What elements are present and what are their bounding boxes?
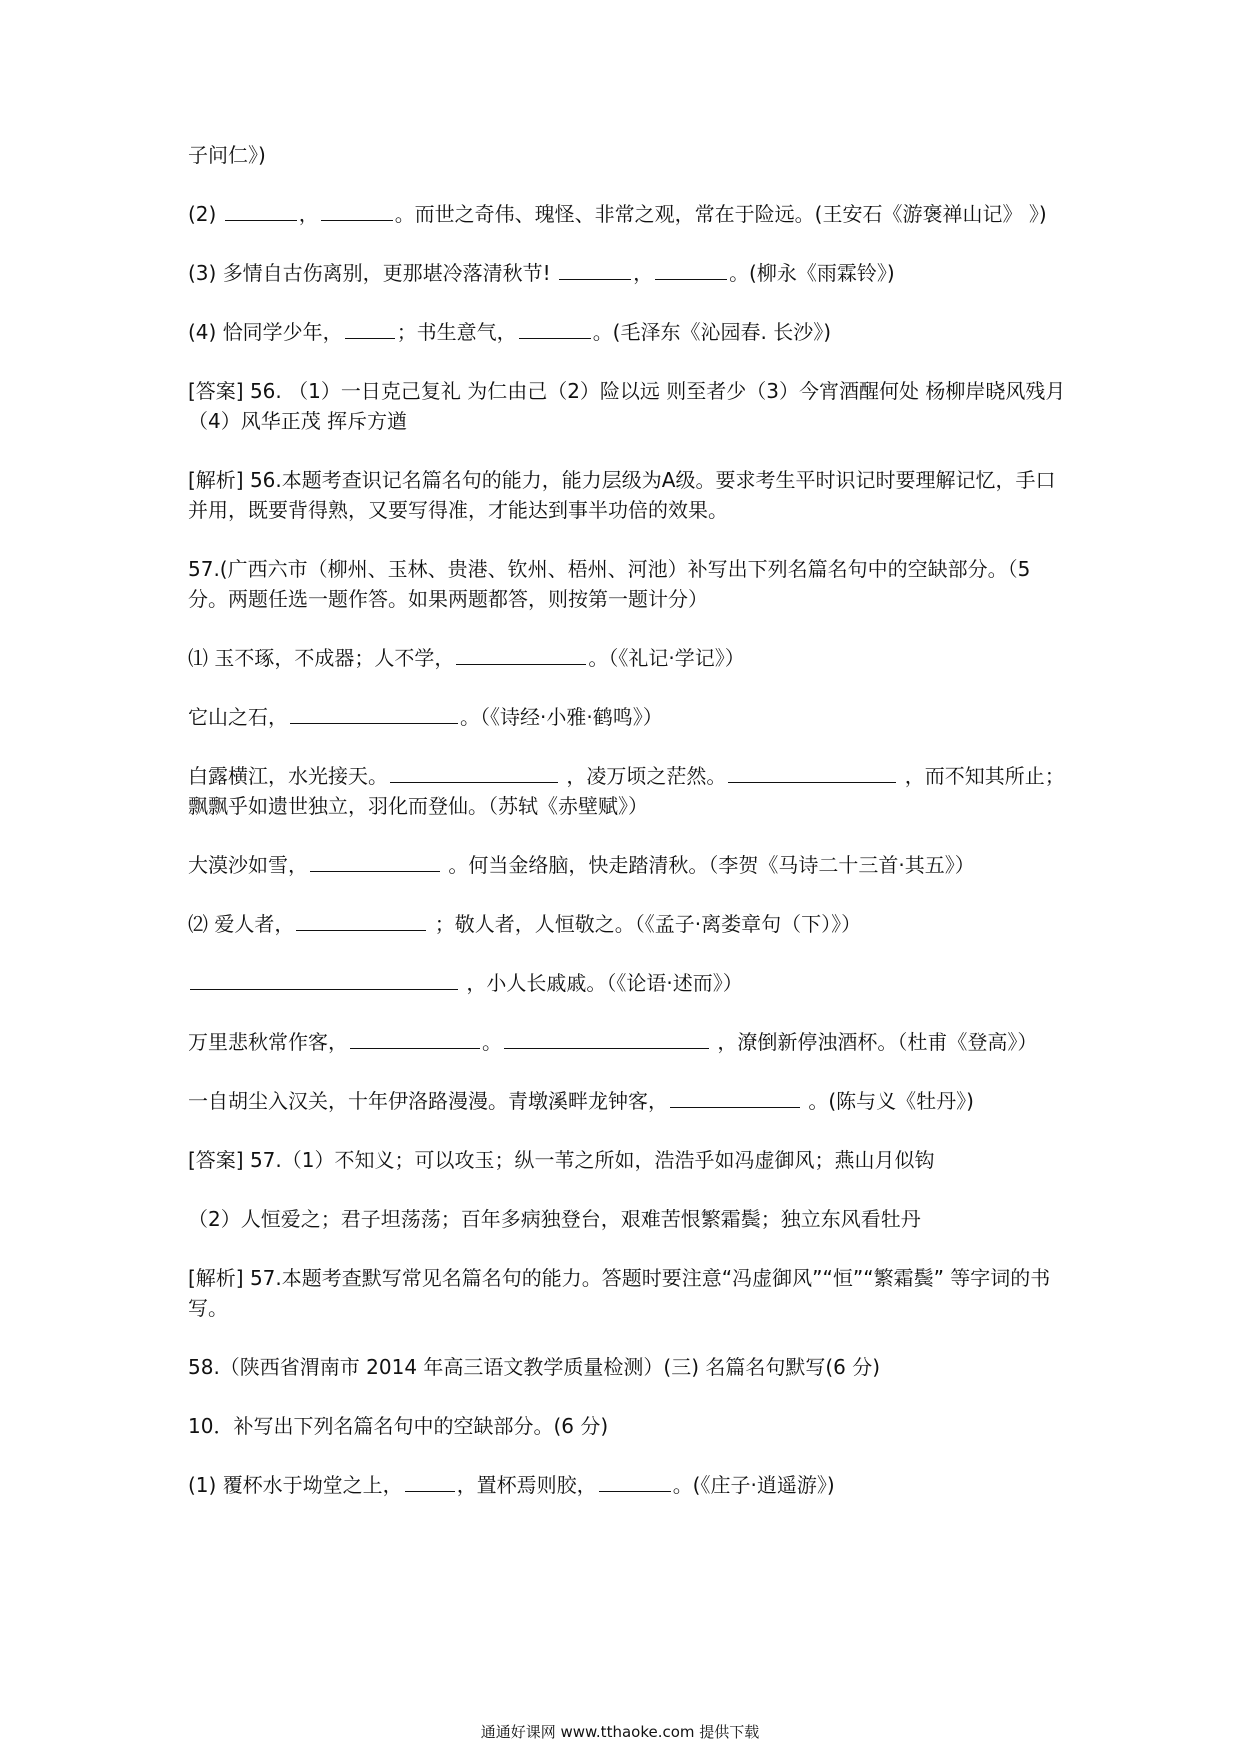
answer-blank[interactable] bbox=[519, 320, 591, 339]
answer-57-1: [答案] 57.（1）不知义；可以攻玉；纵一苇之所如，浩浩乎如冯虚御风；燕山月似钩 bbox=[188, 1148, 935, 1172]
question-2: (2) ， 。而世之奇伟、瑰怪、非常之观，常在于险远。(王安石《游褒禅山记》 》) bbox=[188, 202, 1047, 226]
question-57-2d: 一自胡尘入汉关，十年伊洛路漫漫。青墩溪畔龙钟客， 。(陈与义《牡丹》) bbox=[188, 1089, 974, 1113]
question-58-heading: 58.（陕西省渭南市 2014 年高三语文教学质量检测）(三) 名篇名句默写(6 分) bbox=[188, 1355, 881, 1379]
answer-blank[interactable] bbox=[290, 705, 458, 724]
answer-blank[interactable] bbox=[190, 971, 458, 990]
question-4: (4) 恰同学少年， ；书生意气， 。(毛泽东《沁园春. 长沙》) bbox=[188, 320, 832, 344]
question-57-1d: 大漠沙如雪， 。何当金络脑，快走踏清秋。（李贺《马诗二十三首·其五》） bbox=[188, 853, 975, 877]
answer-blank[interactable] bbox=[728, 764, 896, 783]
question-57-2c: 万里悲秋常作客， 。 ，潦倒新停浊酒杯。（杜甫《登高》） bbox=[188, 1030, 1038, 1054]
answer-blank[interactable] bbox=[225, 202, 297, 221]
analysis-57: [解析] 57.本题考查默写常见名篇名句的能力。答题时要注意“冯虚御风”“恒”“繁霜鬓” 等字词的书写。 bbox=[188, 1266, 1051, 1320]
question-57-1b: 它山之石， 。（《诗经·小雅·鹤鸣》） bbox=[188, 705, 663, 729]
answer-blank[interactable] bbox=[504, 1030, 709, 1049]
answer-56: [答案] 56. （1）一日克己复礼 为仁由己（2）险以远 则至者少（3）今宵酒醒何处 杨柳岸晓风残月（4）风华正茂 挥斥方遒 bbox=[188, 379, 1066, 433]
answer-blank[interactable] bbox=[670, 1089, 800, 1108]
answer-blank[interactable] bbox=[345, 320, 395, 339]
answer-blank[interactable] bbox=[390, 764, 558, 783]
answer-blank[interactable] bbox=[456, 646, 586, 665]
question-10-1: (1) 覆杯水于坳堂之上， ，置杯焉则胶， 。(《庄子·逍遥游》) bbox=[188, 1473, 835, 1497]
question-57-2a: ⑵ 爱人者， ；敬人者，人恒敬之。（《孟子·离娄章句（下）》） bbox=[188, 912, 862, 936]
page-footer: 通通好课网 www.tthaoke.com 提供下载 bbox=[480, 1723, 760, 1741]
question-57-heading: 57.(广西六市（柳州、玉林、贵港、钦州、梧州、河池）补写出下列名篇名句中的空缺部分。（5 分。两题任选一题作答。如果两题都答，则按第一题计分） bbox=[188, 557, 1031, 611]
answer-blank[interactable] bbox=[296, 912, 426, 931]
question-57-2b: ，小人长戚戚。（《论语·述而》） bbox=[188, 968, 1068, 998]
answer-blank[interactable] bbox=[559, 261, 631, 280]
question-3: (3) 多情自古伤离别，更那堪冷落清秋节! ， 。(柳永《雨霖铃》) bbox=[188, 261, 895, 285]
analysis-56: [解析] 56.本题考查识记名篇名句的能力，能力层级为A级。要求考生平时识记时要理解记忆，手口并用，既要背得熟，又要写得准，才能达到事半功倍的效果。 bbox=[188, 468, 1056, 522]
answer-57-2: （2）人恒爱之；君子坦荡荡；百年多病独登台，艰难苦恨繁霜鬓；独立东风看牡丹 bbox=[188, 1207, 921, 1231]
question-10-heading: 10．补写出下列名篇名句中的空缺部分。(6 分) bbox=[188, 1414, 609, 1438]
answer-blank[interactable] bbox=[655, 261, 727, 280]
answer-blank[interactable] bbox=[321, 202, 393, 221]
question-57-1a: ⑴ 玉不琢，不成器；人不学， 。（《礼记·学记》） bbox=[188, 646, 745, 670]
answer-blank[interactable] bbox=[405, 1473, 455, 1492]
answer-blank[interactable] bbox=[599, 1473, 671, 1492]
document-body bbox=[188, 140, 1068, 1529]
answer-blank[interactable] bbox=[350, 1030, 480, 1049]
text-line: 子问仁》) bbox=[188, 143, 266, 167]
question-57-1c: 白露横江，水光接天。 ，凌万顷之茫然。 ，而不知其所止；飘飘乎如遗世独立，羽化而登仙。（苏轼《赤壁赋》） bbox=[188, 764, 1065, 818]
answer-blank[interactable] bbox=[310, 853, 440, 872]
